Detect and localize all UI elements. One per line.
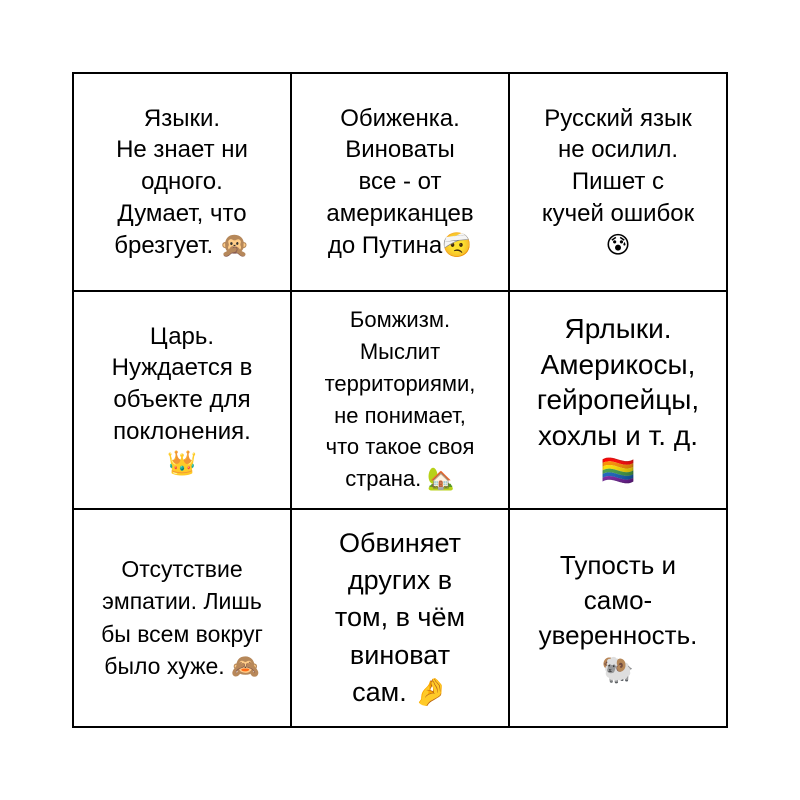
cell-text: Обвиняет других в том, в чём виноват сам.: [334, 527, 466, 707]
cell-text: Обиженка. Виноваты все - от американцев до Путина: [326, 104, 474, 259]
see-no-evil-monkey-icon: 🙈: [231, 653, 260, 680]
house-with-garden-icon: 🏡: [427, 467, 455, 493]
crown-icon: 👑: [167, 448, 197, 477]
bingo-cell-3[interactable]: [510, 74, 728, 292]
bingo-cell-2[interactable]: [292, 74, 510, 292]
speak-no-evil-monkey-icon: 🙊: [219, 230, 250, 259]
bingo-cell-5[interactable]: [292, 292, 510, 510]
cell-text: Бомжизм. Мыслит территориями, не понимает, что такое своя страна.: [324, 306, 476, 492]
bingo-cell-6[interactable]: [510, 292, 728, 510]
ram-icon: 🐏: [601, 655, 635, 686]
anxious-sweat-face-icon: 😰: [605, 230, 631, 259]
cell-text: Отсутствие эмпатии. Лишь бы всем вокруг было хуже.: [101, 556, 263, 679]
bingo-cell-4[interactable]: [74, 292, 292, 510]
cell-text: Царь. Нуждается в объекте для поклонения.: [111, 322, 253, 445]
cell-text: Тупость и само- уверенность.: [538, 549, 698, 650]
rainbow-flag-icon: 🏳️‍🌈: [600, 454, 636, 488]
bingo-cell-9[interactable]: [510, 510, 728, 728]
cell-text: Языки. Не знает ни одного. Думает, что брезгует.: [114, 104, 248, 259]
pinched-fingers-icon: 🤌: [414, 676, 448, 708]
bandaged-head-face-icon: 🤕: [442, 230, 473, 259]
bingo-grid: [72, 72, 728, 728]
bingo-cell-7[interactable]: [74, 510, 292, 728]
cell-text: Русский язык не осилил. Пишет с кучей ошибок: [541, 104, 695, 227]
bingo-cell-8[interactable]: [292, 510, 510, 728]
cell-text: Ярлыки. Америкосы, гейропейцы, хохлы и т. д.: [536, 313, 700, 451]
bingo-cell-1[interactable]: [74, 74, 292, 292]
